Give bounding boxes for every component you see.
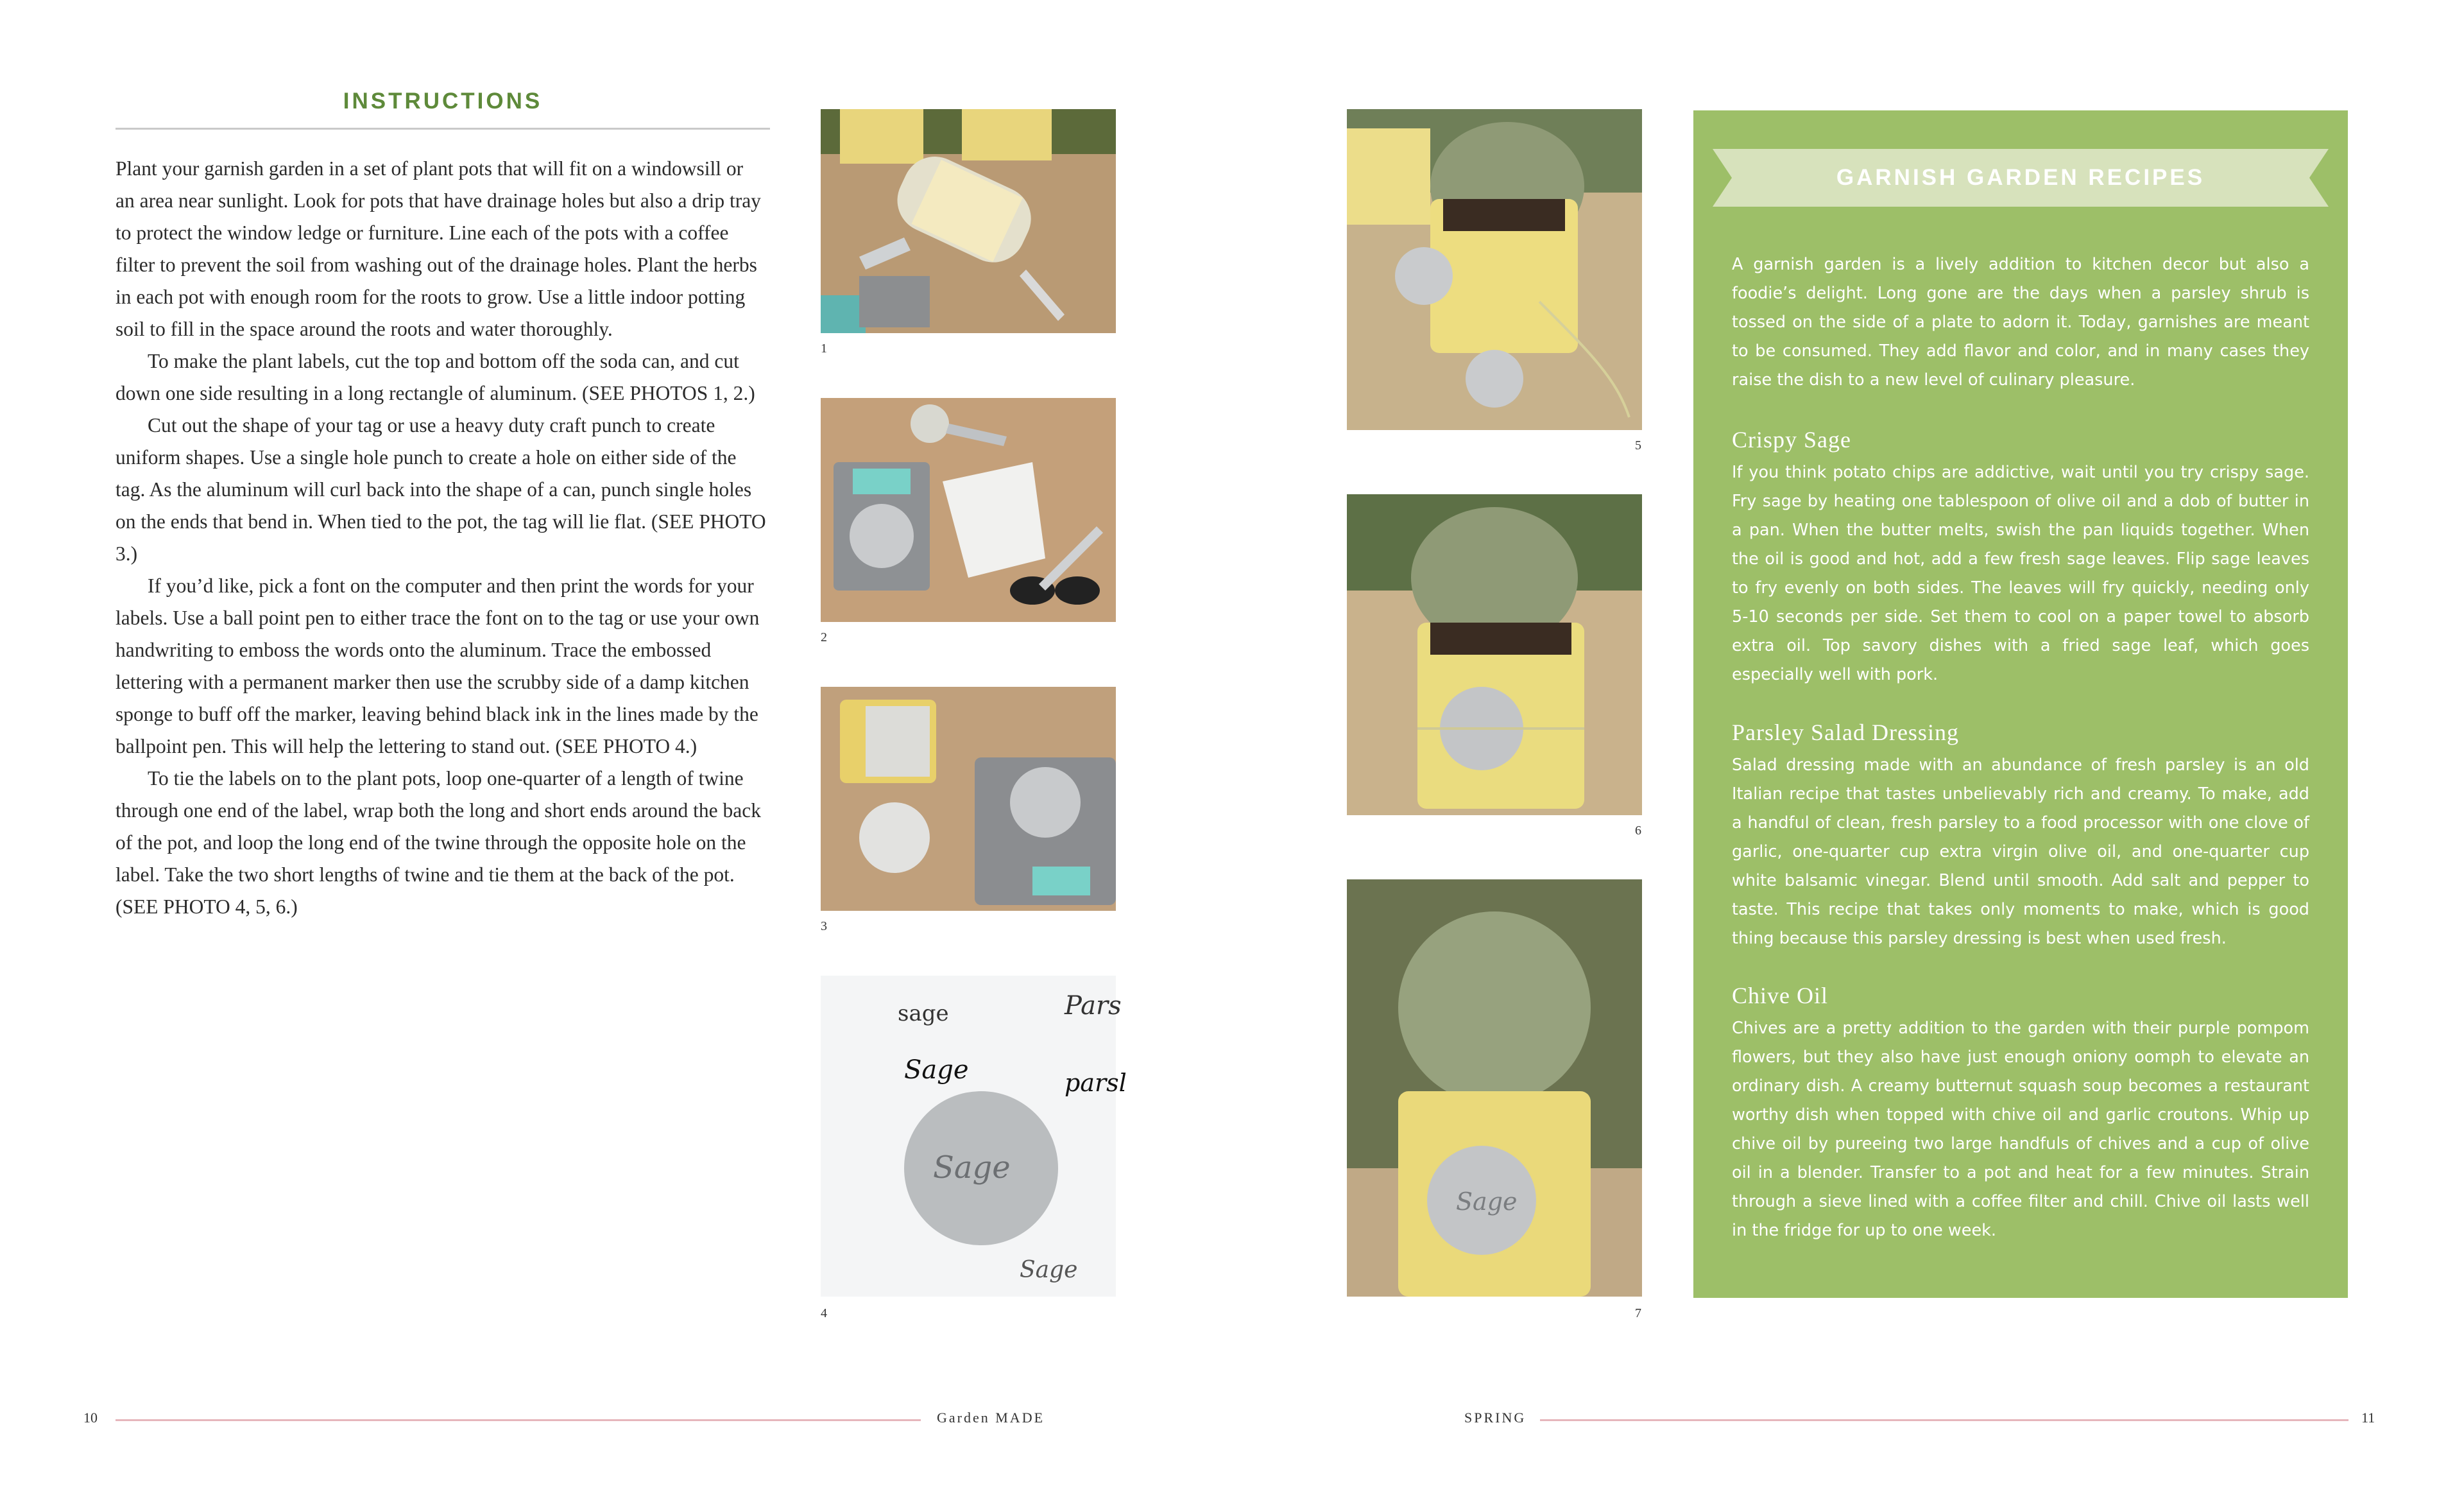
instructions-paragraph: If you’d like, pick a font on the computer and then print the words for your labels. Use a ball point pen to either trace the font on to the tag or use your own handwriting to emboss the words onto the aluminum. Trace the embossed lettering with a permanent marker then use the scrubby side of a damp kitchen sponge to buff off the marker, leaving behind black ink in the lines made by the ballpoint pen. This will help the lettering to stand out. (SEE PHOTO 4.): [116, 574, 760, 757]
instructions-paragraph: Cut out the shape of your tag or use a heavy duty craft punch to create uniform shapes. Use a single hole punch to create a hole on either side of the tag. As the aluminum will curl back into the shape of a can, punch single holes on the ends that bend in. When tied to the pot, the tag will lie flat. (SEE PHOTO 3.): [116, 414, 766, 565]
photo-3: [821, 687, 1116, 911]
photo-1: [821, 109, 1116, 333]
svg-text:Sage: Sage: [1020, 1257, 1078, 1283]
photo-number: 1: [821, 341, 827, 356]
photo-4: [821, 976, 1127, 1297]
recipe-title-parsley-dressing: Parsley Salad Dressing: [1732, 720, 1959, 745]
recipe-body-crispy-sage: If you think potato chips are addictive, wait until you try crispy sage. Fry sage by heating one tablespoon of olive oil and a dob of butter in a pan. When the butter melts, swish the pan liquids together. When the oil is good and hot, add a few fresh sage leaves. Flip sage leaves to fry evenly on both sides. The leaves will fry quickly, needing only 5-10 seconds per side. Set them to cool on a paper towel to absorb extra oil. Top savory dishes with a fried sage leaf, which goes especially well with pork.: [1732, 463, 2309, 684]
photo-number: 3: [821, 919, 827, 933]
instructions-paragraph: Plant your garnish garden in a set of plant pots that will fit on a windowsill or an area near sunlight. Look for pots that have drainage holes but also a drip tray to protect the window ledge or furniture. Line each of the pots with a coffee filter to prevent the soil from washing out of the drainage holes. Plant the herbs in each pot with enough room for the roots to grow. Use a little indoor potting soil to fill in the space around the roots and water thoroughly.: [116, 157, 761, 340]
sidebar-title: GARNISH GARDEN RECIPES: [1836, 165, 2205, 190]
svg-text:parsl: parsl: [1065, 1069, 1127, 1097]
instructions-heading: INSTRUCTIONS: [343, 89, 543, 114]
photo-number: 4: [821, 1306, 827, 1320]
svg-text:Sage: Sage: [1456, 1187, 1518, 1216]
sidebar-intro: A garnish garden is a lively addition to kitchen decor but also a foodie’s delight. Long gone are the days when a parsley shrub is tossed on the side of a plate to adorn it. Today, garnishes are meant to be consumed. They add flavor and color, and in many cases they raise the dish to a new level of culinary pleasure.: [1732, 255, 2309, 390]
recipe-body-chive-oil: Chives are a pretty addition to the garden with their purple pompom flowers, but they also have just enough oniony oomph to elevate an ordinary dish. A creamy butternut squash soup becomes a restaurant worthy dish when topped with chive oil and garlic croutons. Whip up chive oil by pureeing two large handfuls of chives and a cup of olive oil in a blender. Transfer to a pot and heat for a few minutes. Strain through a sieve lined with a coffee filter and chill. Chive oil lasts well in the fridge for up to one week.: [1732, 1019, 2309, 1240]
photo-5: [1347, 109, 1642, 430]
photo-2: [821, 398, 1116, 622]
photo-number: 7: [1635, 1306, 1641, 1320]
running-title-right: SPRING: [1464, 1410, 1527, 1426]
photo-number: 5: [1635, 438, 1641, 453]
photo-6: [1347, 494, 1642, 815]
instructions-rule: [116, 128, 770, 130]
running-title-left: Garden MADE: [937, 1410, 1045, 1426]
instructions-paragraph: To tie the labels on to the plant pots, loop one-quarter of a length of twine through one end of the label, wrap both the long and short ends around the back of the pot, and loop the long end of the twine through the opposite hole on the label. Take the two short lengths of twine and tie them at the back of the pot. (SEE PHOTO 4, 5, 6.): [116, 767, 761, 918]
instructions-paragraph: To make the plant labels, cut the top and bottom off the soda can, and cut down one side resulting in a long rectangle of aluminum. (SEE PHOTOS 1, 2.): [116, 350, 755, 404]
recipe-body-parsley-dressing: Salad dressing made with an abundance of fresh parsley is an old Italian recipe that tastes unbelievably rich and creamy. To make, add a handful of clean, fresh parsley to a food processor with one clove of garlic, one-quarter cup extra virgin olive oil, and one-quarter cup white balsamic vinegar. Blend until smooth. Add salt and pepper to taste. This recipe that takes only moments to make, which is good thing because this parsley dressing is best when used fresh.: [1732, 755, 2309, 948]
svg-text:sage: sage: [898, 1001, 949, 1026]
recipes-sidebar: [1693, 110, 2348, 1298]
photo-7: [1347, 879, 1642, 1297]
photo-number: 6: [1635, 824, 1641, 838]
footer-rule-right: [1540, 1419, 2348, 1421]
recipe-title-chive-oil: Chive Oil: [1732, 983, 1828, 1008]
page-number-right: 11: [2361, 1410, 2375, 1426]
tag-sage-text: Sage: [933, 1150, 1011, 1186]
footer-rule-left: [116, 1419, 921, 1421]
svg-text:Sage: Sage: [904, 1055, 969, 1085]
photo-number: 2: [821, 630, 827, 644]
instructions-body: [116, 153, 767, 923]
recipe-title-crispy-sage: Crispy Sage: [1732, 427, 1851, 453]
page-number-left: 10: [83, 1410, 98, 1426]
svg-text:Pars: Pars: [1065, 991, 1122, 1021]
sidebar-banner: [1713, 149, 2329, 207]
